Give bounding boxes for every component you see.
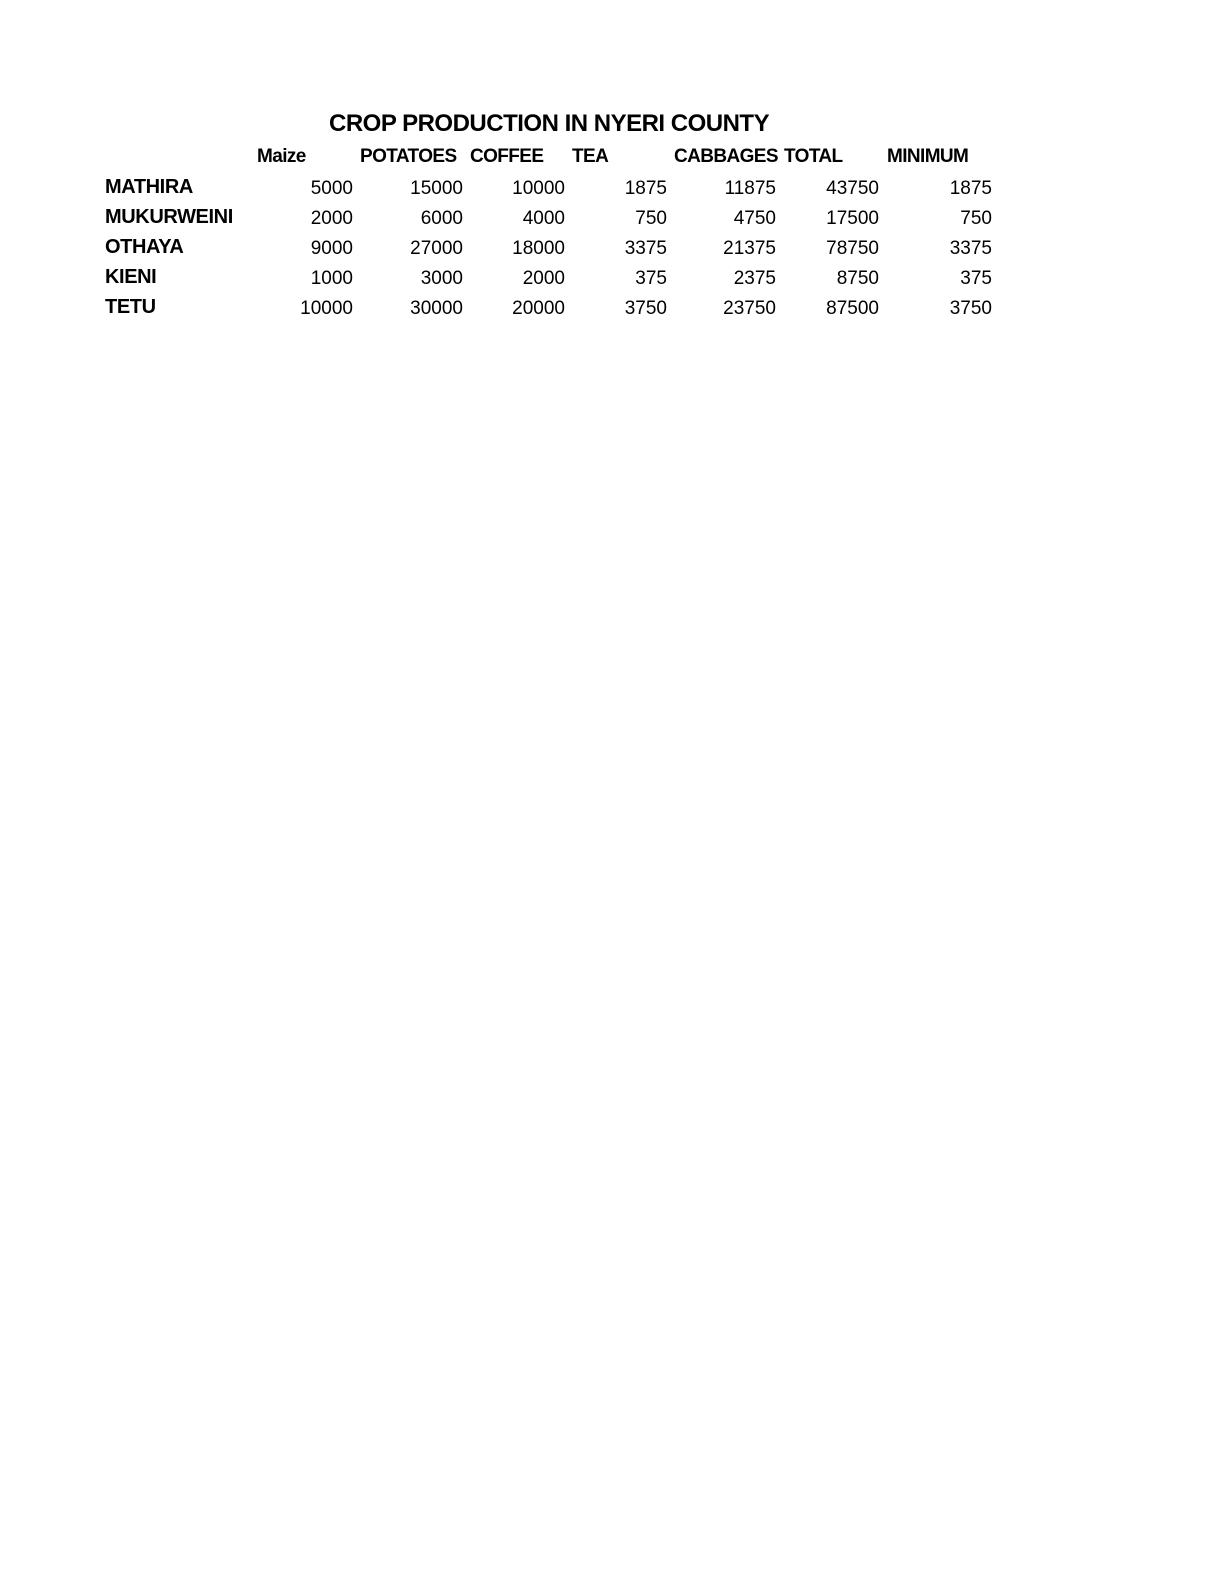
cell-cabbages: 23750: [723, 298, 776, 319]
cell-tea: 3375: [624, 238, 667, 259]
cell-tea: 1875: [624, 178, 667, 199]
row-label: MATHIRA: [105, 176, 193, 198]
row-label: KIENI: [105, 266, 157, 288]
row-label: MUKURWEINI: [105, 206, 233, 228]
cell-cabbages: 2375: [733, 268, 776, 289]
column-header-cabbages: CABBAGES: [674, 146, 778, 167]
cell-cabbages: 4750: [733, 208, 776, 229]
row-label: OTHAYA: [105, 236, 184, 258]
column-header-maize: Maize: [257, 146, 306, 167]
cell-minimum: 1875: [949, 178, 992, 199]
cell-minimum: 3750: [949, 298, 992, 319]
cell-potatoes: 6000: [420, 208, 463, 229]
cell-total: 87500: [826, 298, 879, 319]
column-header-total: TOTAL: [784, 146, 843, 167]
cell-potatoes: 30000: [410, 298, 463, 319]
cell-coffee: 10000: [512, 178, 565, 199]
cell-minimum: 750: [960, 208, 992, 229]
cell-maize: 2000: [310, 208, 353, 229]
cell-maize: 1000: [310, 268, 353, 289]
cell-cabbages: 11875: [724, 178, 776, 199]
cell-tea: 3750: [624, 298, 667, 319]
cell-minimum: 3375: [949, 238, 992, 259]
cell-total: 17500: [826, 208, 879, 229]
cell-potatoes: 15000: [410, 178, 463, 199]
column-header-coffee: COFFEE: [470, 146, 544, 167]
cell-total: 8750: [836, 268, 879, 289]
cell-potatoes: 3000: [420, 268, 463, 289]
cell-total: 78750: [826, 238, 879, 259]
row-label: TETU: [105, 296, 156, 318]
cell-tea: 750: [635, 208, 667, 229]
cell-coffee: 2000: [522, 268, 565, 289]
cell-maize: 10000: [300, 298, 353, 319]
column-header-minimum: MINIMUM: [887, 146, 969, 167]
cell-coffee: 18000: [512, 238, 565, 259]
cell-tea: 375: [635, 268, 667, 289]
page-title: CROP PRODUCTION IN NYERI COUNTY: [329, 110, 770, 137]
cell-potatoes: 27000: [410, 238, 463, 259]
cell-minimum: 375: [960, 268, 992, 289]
cell-cabbages: 21375: [723, 238, 776, 259]
cell-maize: 9000: [310, 238, 353, 259]
cell-coffee: 4000: [522, 208, 565, 229]
column-header-tea: TEA: [572, 146, 609, 167]
cell-coffee: 20000: [512, 298, 565, 319]
cell-maize: 5000: [310, 178, 353, 199]
cell-total: 43750: [826, 178, 879, 199]
column-header-potatoes: POTATOES: [360, 146, 457, 167]
